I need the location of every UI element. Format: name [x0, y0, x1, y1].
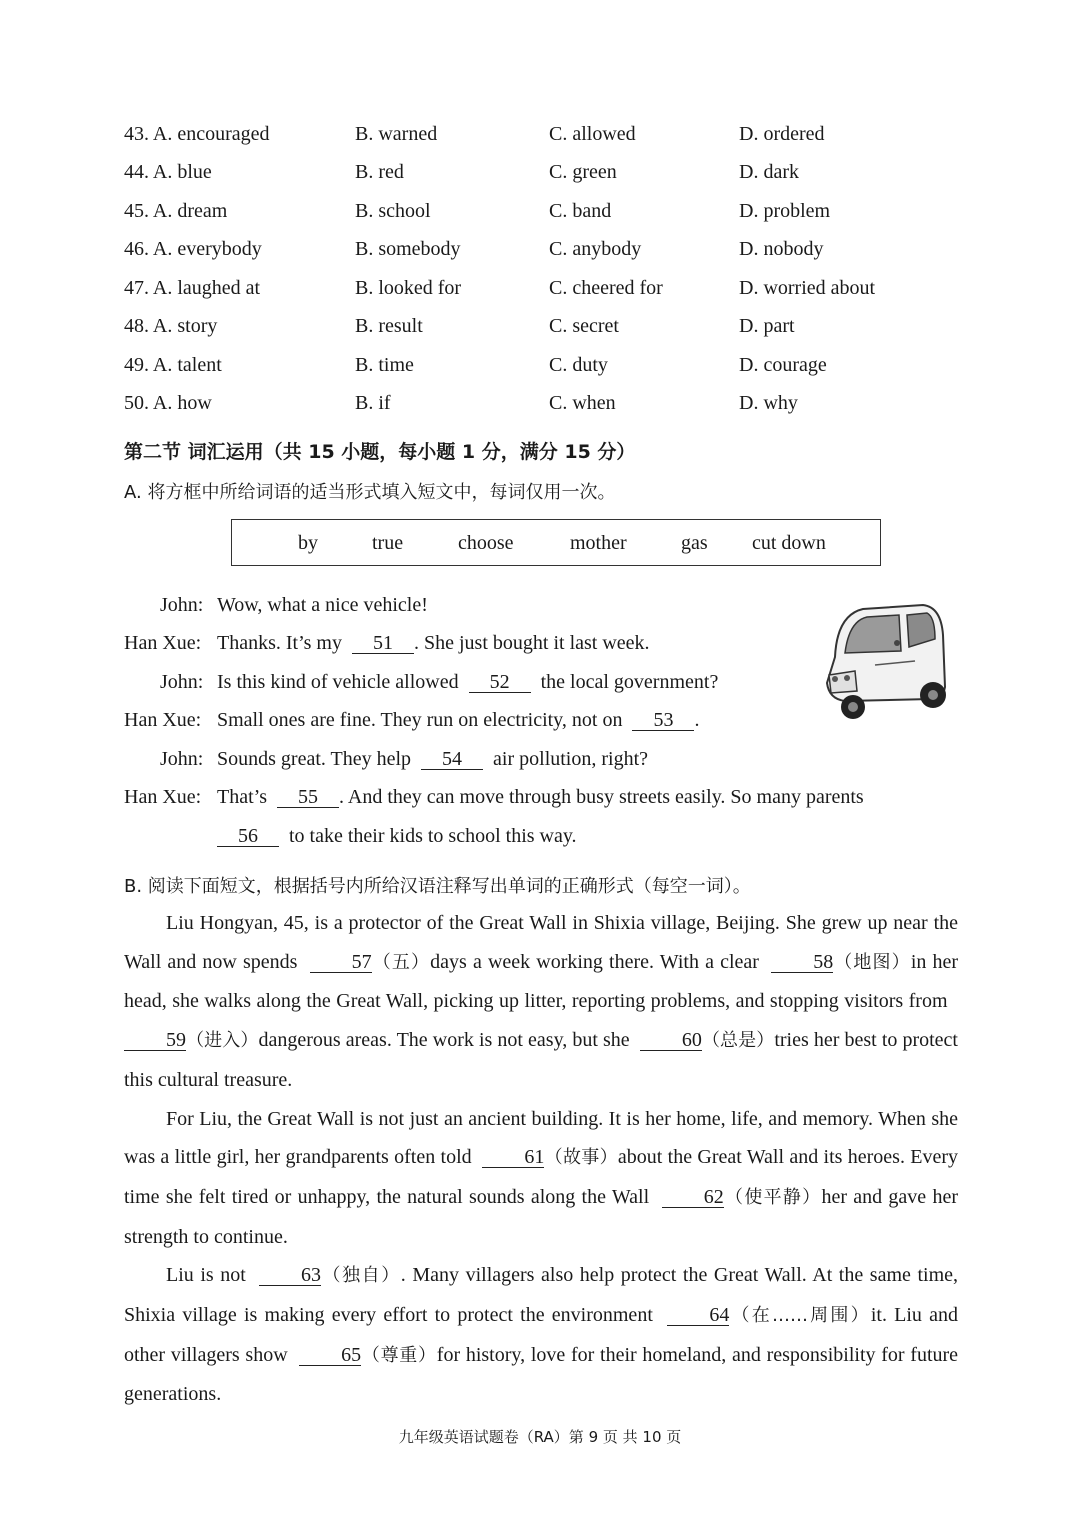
answer-blank[interactable]: 62: [662, 1187, 724, 1208]
answer-blank[interactable]: 54: [421, 749, 483, 770]
option-row: [0, 315, 1080, 345]
option-c: C. green: [549, 161, 617, 183]
dialogue-line: Is this kind of vehicle allowed 52 the local government?: [217, 671, 719, 693]
section-heading: 第二节 词汇运用（共 15 小题，每小题 1 分，满分 15 分）: [124, 441, 636, 463]
option-a: 45. A. dream: [124, 200, 228, 222]
option-d: D. ordered: [739, 123, 825, 145]
option-b: B. red: [355, 161, 404, 183]
answer-blank[interactable]: 60: [640, 1030, 702, 1051]
hint: （使平静）: [723, 1186, 822, 1208]
option-b: B. if: [355, 392, 391, 414]
option-d: D. nobody: [739, 238, 824, 260]
word-box: [231, 519, 881, 566]
option-d: D. part: [739, 315, 795, 337]
option-row: [0, 123, 1080, 153]
speaker-john: John:: [160, 594, 204, 616]
word-box-item: choose: [458, 532, 514, 554]
word-box-item: true: [372, 532, 404, 554]
option-c: C. when: [549, 392, 616, 414]
option-b: B. somebody: [355, 238, 461, 260]
passage-paragraph: For Liu, the Great Wall is not just an ancient building. It is her home, life, and memory. When she was a little girl, her grandparents often told 61（故事）about the Great Wall and its heroes. Every time she felt tired or unhappy, the natural sounds along the Wall 62（使平静）her and gave her strength to continue.: [124, 1107, 959, 1248]
option-c: C. secret: [549, 315, 619, 337]
dialogue-line: Small ones are fine. They run on electricity, not on 53 .: [217, 709, 700, 731]
answer-blank[interactable]: 51: [352, 633, 414, 654]
option-row: [0, 354, 1080, 384]
option-b: B. result: [355, 315, 423, 337]
option-a: 49. A. talent: [124, 354, 222, 376]
reading-passage: [124, 904, 958, 1414]
option-c: C. cheered for: [549, 277, 663, 299]
hint: （尊重）: [361, 1344, 437, 1366]
answer-blank[interactable]: 64: [667, 1305, 729, 1326]
word-box-item: gas: [681, 532, 708, 554]
option-d: D. dark: [739, 161, 799, 183]
option-b: B. time: [355, 354, 414, 376]
hint: （故事）: [544, 1147, 618, 1169]
option-c: C. allowed: [549, 123, 636, 145]
dialogue-line: That’s 55 . And they can move through busy streets easily. So many parents: [217, 786, 864, 808]
answer-blank[interactable]: 55: [277, 787, 339, 808]
hint: （在……周围）: [729, 1305, 871, 1327]
hint: （总是）: [701, 1030, 775, 1052]
part-b-instruction: B. 阅读下面短文，根据括号内所给汉语注释写出单词的正确形式（每空一词）。: [124, 876, 751, 897]
passage-paragraph: Liu is not 63（独自）. Many villagers also help protect the Great Wall. At the same time, Shixia village is making every effort to protect the environment 64（在……周围）it. Liu and other villagers show 65（尊重）for history, love for their homeland, and responsibility for future generations.: [124, 1264, 959, 1406]
answer-blank[interactable]: 52: [469, 672, 531, 693]
answer-blank[interactable]: 63: [259, 1265, 321, 1286]
answer-blank[interactable]: 56: [217, 826, 279, 847]
option-a: 48. A. story: [124, 315, 218, 337]
word-box-item: mother: [570, 532, 627, 554]
option-c: C. duty: [549, 354, 608, 376]
speaker-han-xue: Han Xue:: [124, 709, 202, 731]
option-row: [0, 392, 1080, 422]
option-b: B. warned: [355, 123, 438, 145]
option-a: 50. A. how: [124, 392, 212, 414]
dialogue-line: Sounds great. They help 54 air pollution, right?: [217, 748, 649, 770]
option-b: B. looked for: [355, 277, 462, 299]
hint: （进入）: [186, 1030, 259, 1052]
option-d: D. courage: [739, 354, 827, 376]
word-box-item: by: [298, 532, 318, 554]
answer-blank[interactable]: 58: [771, 952, 833, 973]
part-a-instruction: A. 将方框中所给词语的适当形式填入短文中，每词仅用一次。: [124, 482, 616, 503]
speaker-han-xue: Han Xue:: [124, 786, 202, 808]
option-b: B. school: [355, 200, 431, 222]
speaker-han-xue: Han Xue:: [124, 632, 202, 654]
hint: （地图）: [833, 951, 911, 973]
passage-paragraph: Liu Hongyan, 45, is a protector of the Great Wall in Shixia village, Beijing. She grew up near the Wall and now spends 57（五）days a week working there. With a clear 58（地图）in her head, she walks along the Great Wall, picking up litter, reporting problems, and stopping visitors from 59（进入）dangerous areas. The work is not easy, but she 60（总是）tries her best to protect this cultural treasure.: [124, 912, 959, 1091]
option-row: [0, 161, 1080, 191]
word-box-item: cut down: [752, 532, 826, 554]
answer-blank[interactable]: 53: [632, 710, 694, 731]
option-row: [0, 238, 1080, 268]
option-d: D. problem: [739, 200, 831, 222]
hint: （独自）: [320, 1265, 401, 1287]
speaker-john: John:: [160, 748, 204, 770]
option-d: D. why: [739, 392, 798, 414]
option-c: C. band: [549, 200, 612, 222]
option-d: D. worried about: [739, 277, 876, 299]
dialogue-line: Thanks. It’s my 51 . She just bought it last week.: [217, 632, 650, 654]
dialogue-line: 56 to take their kids to school this way.: [217, 825, 577, 848]
option-a: 44. A. blue: [124, 161, 212, 183]
electric-car-illustration: [815, 595, 953, 725]
dialogue-line: Wow, what a nice vehicle!: [217, 594, 428, 616]
option-a: 47. A. laughed at: [124, 277, 261, 299]
speaker-john: John:: [160, 671, 204, 693]
answer-blank[interactable]: 65: [299, 1345, 361, 1366]
answer-blank[interactable]: 59: [124, 1030, 186, 1051]
option-row: [0, 200, 1080, 230]
option-a: 46. A. everybody: [124, 238, 262, 260]
answer-blank[interactable]: 61: [482, 1147, 544, 1168]
option-row: [0, 277, 1080, 307]
hint: （五）: [371, 951, 431, 973]
page-footer: 九年级英语试题卷（RA）第 9 页 共 10 页: [398, 1428, 682, 1446]
answer-blank[interactable]: 57: [310, 952, 372, 973]
option-a: 43. A. encouraged: [124, 123, 270, 145]
option-c: C. anybody: [549, 238, 642, 260]
